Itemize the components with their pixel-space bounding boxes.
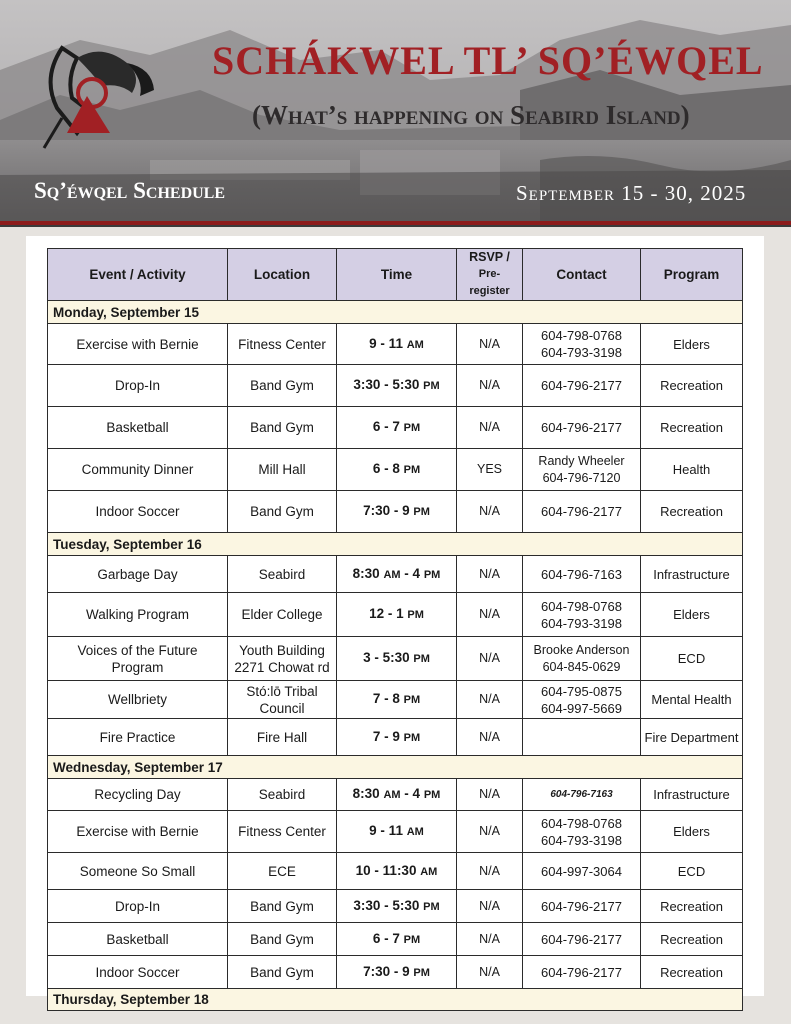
event-contact: 604-798-0768 604-793-3198 (523, 811, 641, 853)
event-rsvp: N/A (457, 779, 523, 811)
column-header-program: Program (641, 249, 743, 301)
day-label: Monday, September 15 (48, 301, 743, 324)
event-program: Elders (641, 593, 743, 637)
event-name: Wellbriety (48, 681, 228, 719)
schedule-table (47, 248, 743, 1011)
event-time: 8:30 AM - 4 PM (337, 779, 457, 811)
event-location: Band Gym (228, 890, 337, 923)
day-label: Thursday, September 18 (48, 989, 743, 1011)
time-suffix: AM (406, 338, 424, 351)
seabird-logo-icon (32, 38, 162, 158)
event-contact: 604-997-3064 (523, 853, 641, 890)
column-header-contact: Contact (523, 249, 641, 301)
table-row (48, 449, 743, 491)
table-row (48, 923, 743, 956)
event-rsvp: N/A (457, 923, 523, 956)
table-row (48, 556, 743, 593)
event-rsvp: N/A (457, 956, 523, 989)
event-name: Voices of the Future Program (48, 637, 228, 681)
event-contact: 604-796-2177 (523, 407, 641, 449)
time-suffix: AM (420, 865, 438, 878)
time-suffix: PM (423, 568, 441, 581)
page-title: SCHÁKWEL TL’ SQ’ÉWQEL (212, 38, 764, 83)
event-program: Fire Department (641, 719, 743, 756)
event-name: Walking Program (48, 593, 228, 637)
event-contact: 604-795-0875 604-997-5669 (523, 681, 641, 719)
event-program: Mental Health (641, 681, 743, 719)
event-contact: 604-796-2177 (523, 923, 641, 956)
event-program: Recreation (641, 365, 743, 407)
day-header-row (48, 301, 743, 324)
schedule-body (48, 301, 743, 1011)
event-location: Mill Hall (228, 449, 337, 491)
time-suffix: PM (423, 900, 440, 913)
time-suffix: PM (403, 731, 421, 744)
event-location: Fire Hall (228, 719, 337, 756)
event-location: Band Gym (228, 365, 337, 407)
event-time: 7:30 - 9 PM (337, 956, 457, 989)
event-contact (523, 719, 641, 756)
column-header-rsvp (457, 249, 523, 301)
event-name: Someone So Small (48, 853, 228, 890)
time-suffix: PM (403, 464, 421, 476)
event-rsvp: N/A (457, 556, 523, 593)
event-program: Recreation (641, 491, 743, 533)
event-program: ECD (641, 853, 743, 890)
event-rsvp: N/A (457, 681, 523, 719)
event-time: 7 - 9 PM (337, 719, 457, 756)
event-rsvp: N/A (457, 593, 523, 637)
event-rsvp: N/A (457, 324, 523, 365)
table-row (48, 365, 743, 407)
time-suffix: PM (413, 966, 430, 979)
event-contact: 604-796-2177 (523, 956, 641, 989)
event-name: Community Dinner (48, 449, 228, 491)
table-row (48, 853, 743, 890)
event-contact: Randy Wheeler 604-796-7120 (523, 449, 641, 491)
time-suffix: PM (403, 422, 421, 434)
event-location: Seabird (228, 556, 337, 593)
event-program: Infrastructure (641, 556, 743, 593)
table-row (48, 681, 743, 719)
event-name: Indoor Soccer (48, 491, 228, 533)
table-row (48, 407, 743, 449)
event-time: 8:30 AM - 4 PM (337, 556, 457, 593)
event-location: ECE (228, 853, 337, 890)
time-suffix: PM (407, 609, 424, 621)
rsvp-header-line2: Pre-register (469, 268, 510, 297)
event-name: Indoor Soccer (48, 956, 228, 989)
event-location: Youth Building 2271 Chowat rd (228, 637, 337, 681)
table-row (48, 811, 743, 853)
header-banner (0, 0, 791, 221)
header-rule-dark (0, 225, 791, 227)
column-header-location: Location (228, 249, 337, 301)
event-time: 3:30 - 5:30 PM (337, 365, 457, 407)
event-location: Band Gym (228, 923, 337, 956)
event-location: Stó:lō Tribal Council (228, 681, 337, 719)
event-program: Recreation (641, 923, 743, 956)
event-rsvp: N/A (457, 637, 523, 681)
time-suffix: PM (423, 789, 441, 801)
table-row (48, 491, 743, 533)
event-contact: 604-796-7163 (523, 556, 641, 593)
event-name: Drop-In (48, 365, 228, 407)
event-rsvp: N/A (457, 853, 523, 890)
date-range: September 15 - 30, 2025 (516, 181, 747, 205)
event-contact: 604-798-0768 604-793-3198 (523, 593, 641, 637)
day-label: Wednesday, September 17 (48, 756, 743, 779)
event-time: 7 - 8 PM (337, 681, 457, 719)
rsvp-header-line1: RSVP / (469, 250, 510, 264)
table-row (48, 719, 743, 756)
event-program: Elders (641, 324, 743, 365)
time-suffix: PM (413, 506, 430, 518)
event-name: Basketball (48, 407, 228, 449)
event-program: Infrastructure (641, 779, 743, 811)
event-location: Seabird (228, 779, 337, 811)
table-row (48, 593, 743, 637)
event-name: Exercise with Bernie (48, 324, 228, 365)
event-time: 9 - 11 AM (337, 324, 457, 365)
event-rsvp: N/A (457, 407, 523, 449)
event-rsvp: N/A (457, 811, 523, 853)
table-row (48, 637, 743, 681)
day-label: Tuesday, September 16 (48, 533, 743, 556)
table-header-row (48, 249, 743, 301)
event-contact: 604-798-0768 604-793-3198 (523, 324, 641, 365)
event-name: Fire Practice (48, 719, 228, 756)
event-rsvp: N/A (457, 890, 523, 923)
day-header-row (48, 989, 743, 1011)
column-header-event: Event / Activity (48, 249, 228, 301)
table-row (48, 779, 743, 811)
event-contact: 604-796-2177 (523, 890, 641, 923)
event-location: Band Gym (228, 407, 337, 449)
event-time: 10 - 11:30 AM (337, 853, 457, 890)
event-time: 12 - 1 PM (337, 593, 457, 637)
column-header-time: Time (337, 249, 457, 301)
event-name: Basketball (48, 923, 228, 956)
event-location: Fitness Center (228, 811, 337, 853)
event-location: Elder College (228, 593, 337, 637)
event-contact: 604-796-2177 (523, 365, 641, 407)
event-time: 7:30 - 9 PM (337, 491, 457, 533)
event-program: ECD (641, 637, 743, 681)
event-program: Recreation (641, 890, 743, 923)
event-contact: Brooke Anderson 604-845-0629 (523, 637, 641, 681)
event-contact: 604-796-7163 (523, 779, 641, 811)
event-time: 6 - 8 PM (337, 449, 457, 491)
time-suffix: AM (406, 826, 424, 838)
event-program: Health (641, 449, 743, 491)
event-program: Elders (641, 811, 743, 853)
table-row (48, 324, 743, 365)
table-row (48, 890, 743, 923)
event-rsvp: N/A (457, 365, 523, 407)
event-rsvp: N/A (457, 719, 523, 756)
event-contact: 604-796-2177 (523, 491, 641, 533)
event-time: 6 - 7 PM (337, 923, 457, 956)
day-header-row (48, 533, 743, 556)
event-rsvp: N/A (457, 491, 523, 533)
event-name: Drop-In (48, 890, 228, 923)
table-row (48, 956, 743, 989)
event-location: Band Gym (228, 491, 337, 533)
event-location: Fitness Center (228, 324, 337, 365)
event-time: 6 - 7 PM (337, 407, 457, 449)
event-program: Recreation (641, 407, 743, 449)
event-location: Band Gym (228, 956, 337, 989)
event-name: Exercise with Bernie (48, 811, 228, 853)
event-rsvp: YES (457, 449, 523, 491)
event-name: Recycling Day (48, 779, 228, 811)
event-time: 9 - 11 AM (337, 811, 457, 853)
time-suffix: PM (403, 933, 421, 946)
time-suffix: PM (423, 380, 440, 392)
event-program: Recreation (641, 956, 743, 989)
time-suffix: PM (413, 653, 430, 665)
page-subtitle: (What’s happening on Seabird Island) (252, 100, 690, 130)
schedule-label: Sq’éwqel Schedule (34, 178, 226, 203)
time-suffix: PM (403, 694, 421, 706)
day-header-row (48, 756, 743, 779)
event-name: Garbage Day (48, 556, 228, 593)
event-time: 3:30 - 5:30 PM (337, 890, 457, 923)
event-time: 3 - 5:30 PM (337, 637, 457, 681)
